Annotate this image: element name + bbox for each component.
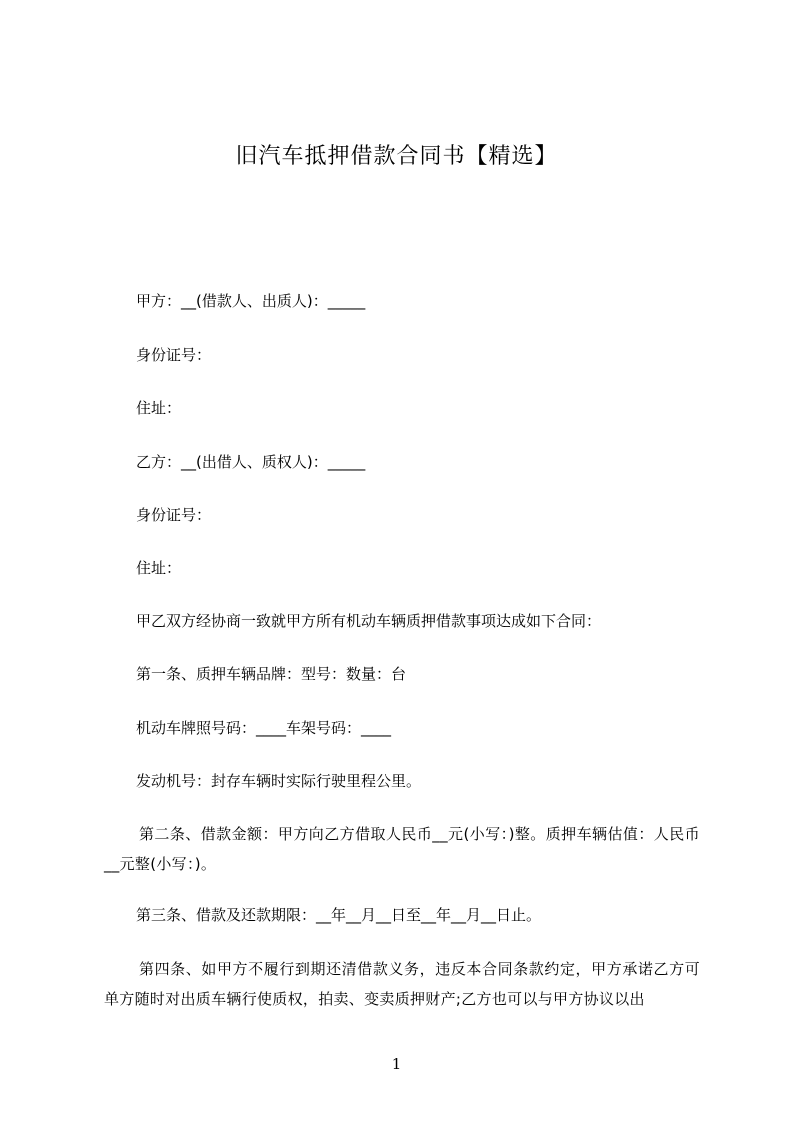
document-title: 旧汽车抵押借款合同书【精选】 xyxy=(235,144,558,169)
article-3-loan-term: 第三条、借款及还款期限：__年__月__日至__年__月__日止。 xyxy=(136,906,542,924)
party-a-address-line: 住址： xyxy=(136,399,182,417)
party-b-line: 乙方：__(出借人、质权人)：_____ xyxy=(136,453,366,471)
article-4-default: 第四条、如甲方不履行到期还清借款义务，违反本合同条款约定，甲方承诺乙方可单方随时对出质车辆行使质权，拍卖、变卖质押财产;乙方也可以与甲方协议以出 xyxy=(104,960,700,1008)
plate-frame-number-line: 机动车牌照号码：____车架号码：____ xyxy=(136,719,392,737)
agreement-intro: 甲乙双方经协商一致就甲方所有机动车辆质押借款事项达成如下合同： xyxy=(136,612,602,630)
party-a-line: 甲方：__(借款人、出质人)：_____ xyxy=(136,292,366,310)
party-a-id-line: 身份证号： xyxy=(136,346,212,364)
party-b-address-line: 住址： xyxy=(136,559,182,577)
party-b-id-line: 身份证号： xyxy=(136,506,212,524)
article-2-loan-amount: 第二条、借款金额：甲方向乙方借取人民币__元(小写：)整。质押车辆估值：人民币__元整(小写：)。 xyxy=(104,825,700,873)
article-1-vehicle: 第一条、质押车辆品牌：型号：数量：台 xyxy=(136,665,407,683)
page-number: 1 xyxy=(391,1055,402,1073)
engine-mileage-line: 发动机号：封存车辆时实际行驶里程公里。 xyxy=(136,772,422,790)
